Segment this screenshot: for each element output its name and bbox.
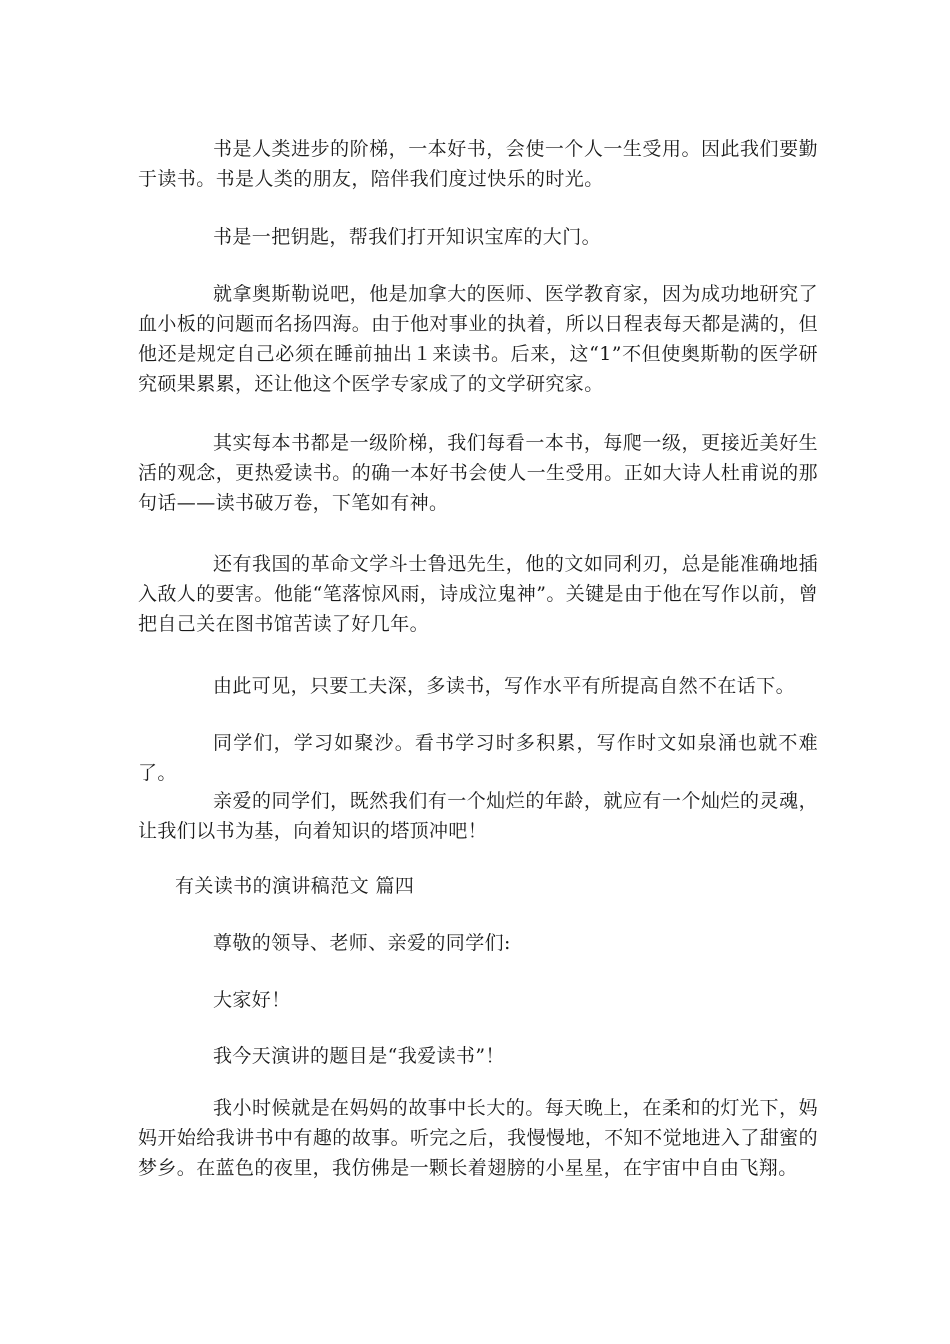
paragraph-classmates-study: 同学们，学习如聚沙。看书学习时多积累，写作时文如泉涌也就不难了。	[138, 732, 818, 784]
speech-childhood-story: 我小时候就是在妈妈的故事中长大的。每天晚上，在柔和的灯光下，妈妈开始给我讲书中有趣的故事。听完之后，我慢慢地，不知不觉地进入了甜蜜的梦乡。在蓝色的夜里，我仿佛是一颗长着翅膀的小星星，在宇宙中自由飞翔。	[138, 1097, 818, 1179]
paragraph-books-key: 书是一把钥匙，帮我们打开知识宝库的大门。	[213, 226, 602, 248]
paragraph-closing: 亲爱的同学们，既然我们有一个灿烂的年龄，就应有一个灿烂的灵魂，让我们以书为基，向着知识的塔顶冲吧！	[138, 790, 818, 842]
paragraph-every-book-a-step: 其实每本书都是一级阶梯，我们每看一本书，每爬一级，更接近美好生活的观念，更热爱读书。的确一本好书会使人一生受用。正如大诗人杜甫说的那句话——读书破万卷，下笔如有神。	[138, 432, 818, 514]
speech-greeting-audience: 尊敬的领导、老师、亲爱的同学们:	[213, 932, 511, 954]
paragraph-lu-xun: 还有我国的革命文学斗士鲁迅先生，他的文如同利刃，总是能准确地插入敌人的要害。他能“笔落惊风雨，诗成泣鬼神”。关键是由于他在写作以前，曾把自己关在图书馆苦读了好几年。	[138, 553, 818, 635]
paragraph-thus: 由此可见，只要工夫深，多读书，写作水平有所提高自然不在话下。	[213, 675, 796, 697]
speech-topic: 我今天演讲的题目是“我爱读书”！	[213, 1045, 505, 1067]
paragraph-books-ladder: 书是人类进步的阶梯，一本好书，会使一个人一生受用。因此我们要勤于读书。书是人类的朋友，陪伴我们度过快乐的时光。	[138, 138, 818, 190]
paragraph-osler: 就拿奥斯勒说吧，他是加拿大的医师、医学教育家，因为成功地研究了血小板的问题而名扬四海。由于他对事业的执着，所以日程表每天都是满的，但他还是规定自己必须在睡前抽出１来读书。后来，这“1”不但使奥斯勒的医学研究硕果累累，还让他这个医学专家成了的文学研究家。	[138, 283, 818, 395]
speech-hello: 大家好！	[213, 989, 291, 1011]
section-heading: 有关读书的演讲稿范文 篇四	[175, 875, 415, 897]
